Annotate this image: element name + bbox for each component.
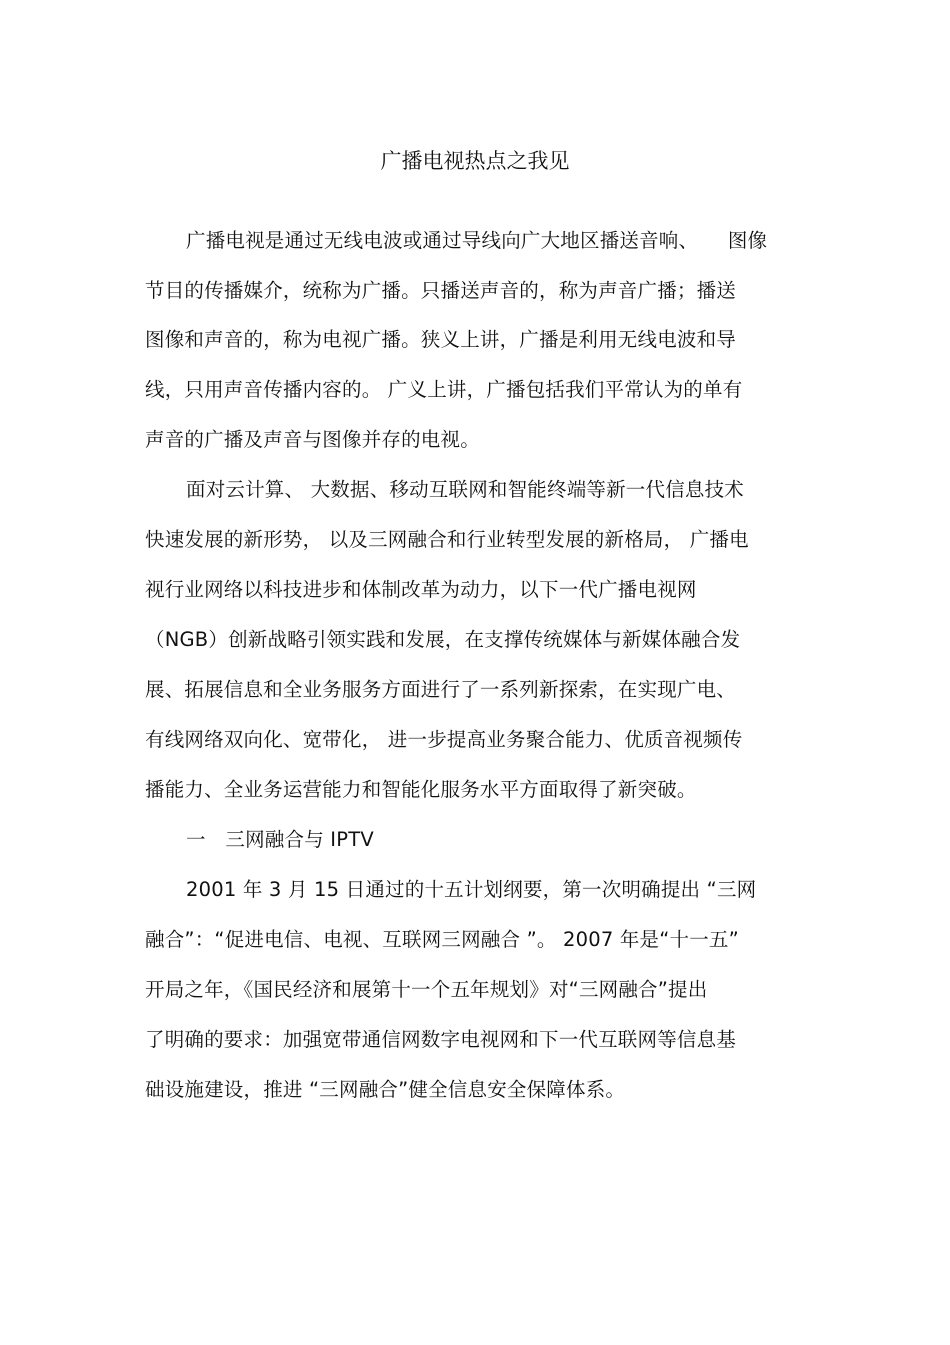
- paragraph-1-line-2: 节目的传播媒介，统称为广播。只播送声音的，称为声音广播；播送: [145, 279, 737, 302]
- paragraph-1-line-3: 图像和声音的，称为电视广播。狭义上讲，广播是利用无线电波和导: [145, 328, 737, 351]
- paragraph-3-line-4: 了明确的要求：加强宽带通信网数字电视网和下一代互联网等信息基: [145, 1028, 737, 1051]
- paragraph-1-line-1: 广播电视是通过无线电波或通过导线向广大地区播送音响、 图像: [186, 229, 768, 252]
- paragraph-2-line-7: 播能力、全业务运营能力和智能化服务水平方面取得了新突破。: [145, 778, 697, 801]
- document-title: 广播电视热点之我见: [380, 149, 570, 173]
- paragraph-2-line-2: 快速发展的新形势， 以及三网融合和行业转型发展的新格局， 广播电: [145, 528, 749, 551]
- paragraph-1-line-5: 声音的广播及声音与图像并存的电视。: [145, 428, 480, 451]
- paragraph-2-line-5: 展、拓展信息和全业务服务方面进行了一系列新探索，在实现广电、: [145, 678, 737, 701]
- paragraph-2-line-3: 视行业网络以科技进步和体制改革为动力，以下一代广播电视网: [145, 578, 697, 601]
- paragraph-1-line-4: 线，只用声音传播内容的。 广义上讲，广播包括我们平常认为的单有: [145, 378, 743, 401]
- paragraph-2-line-6: 有线网络双向化、宽带化， 进一步提高业务聚合能力、优质音视频传: [145, 728, 743, 751]
- paragraph-2-line-4: （NGB）创新战略引领实践和发展，在支撑传统媒体与新媒体融合发: [145, 628, 741, 651]
- paragraph-2-line-1: 面对云计算、 大数据、移动互联网和智能终端等新一代信息技术: [186, 478, 744, 501]
- paragraph-3-line-3: 开局之年，《国民经济和展第十一个五年规划》对“三网融合”提出: [145, 978, 708, 1001]
- section-heading-1: 一 三网融合与 IPTV: [186, 828, 374, 851]
- paragraph-3-line-5: 础设施建设，推进 “三网融合”健全信息安全保障体系。: [145, 1078, 626, 1101]
- paragraph-3-line-1: 2001 年 3 月 15 日通过的十五计划纲要，第一次明确提出 “三网: [186, 878, 757, 901]
- paragraph-3-line-2: 融合”：“促进电信、电视、互联网三网融合 ”。 2007 年是“十一五”: [145, 928, 739, 951]
